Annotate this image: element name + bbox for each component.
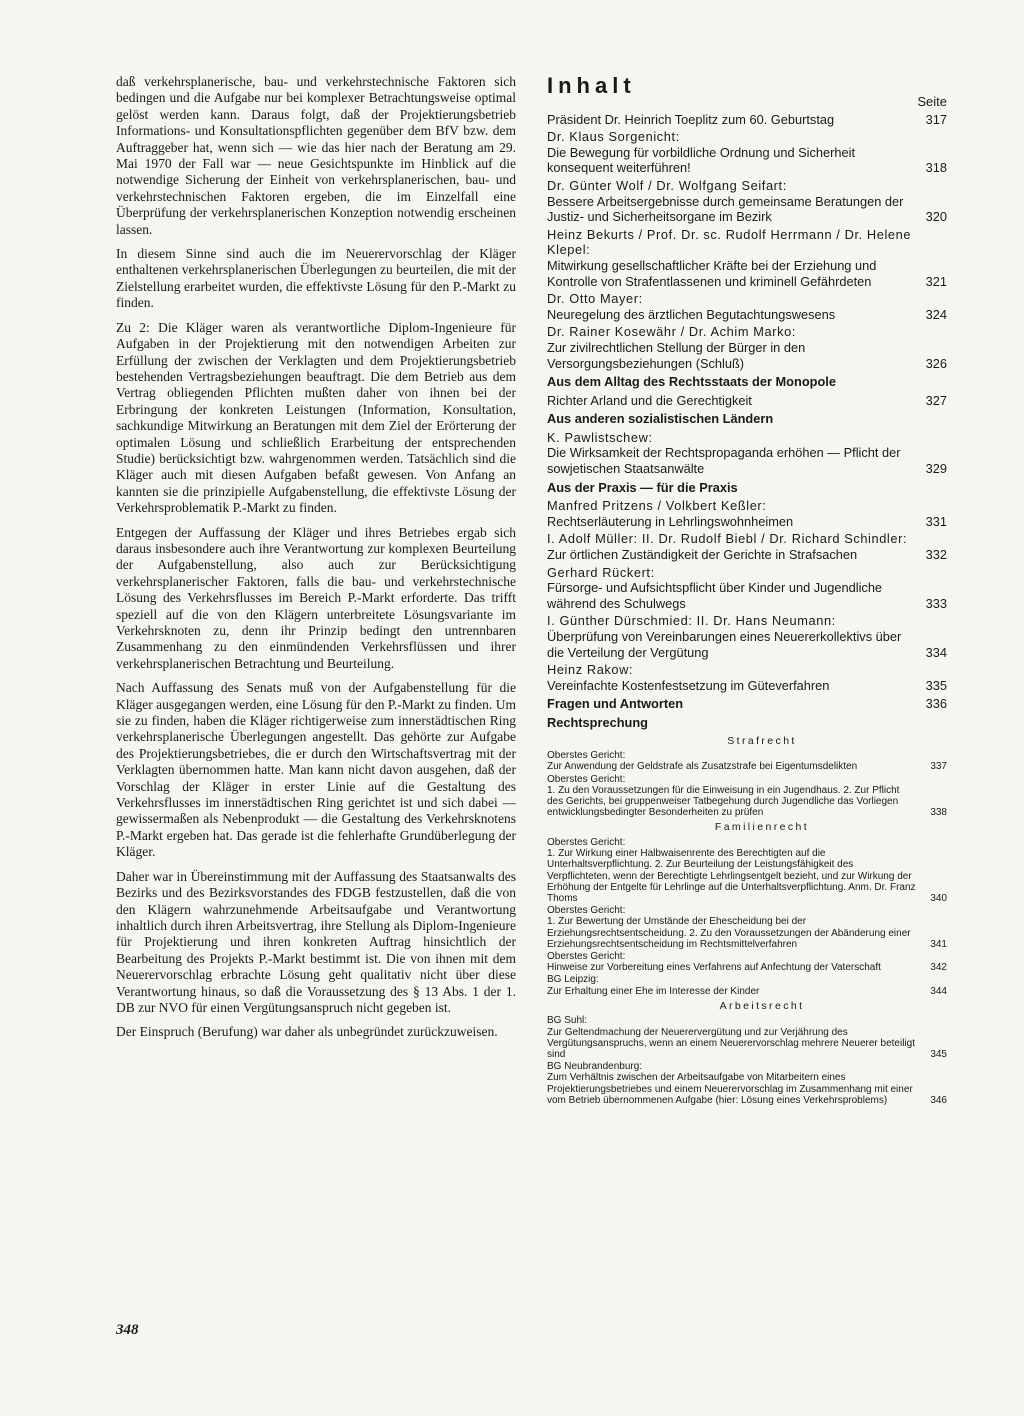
toc-entry[interactable] bbox=[547, 112, 947, 128]
toc-entry-page: 327 bbox=[925, 392, 947, 408]
toc-bottom-rule bbox=[546, 1303, 946, 1304]
seite-label: Seite bbox=[917, 94, 947, 109]
toc-entry-page: 317 bbox=[925, 111, 947, 127]
toc-entry-page: 333 bbox=[925, 595, 947, 611]
toc-entry-page: 335 bbox=[925, 677, 947, 693]
toc-case-text: 1. Zu den Voraussetzungen für die Einweisung in ein Jugendhaus. 2. Zur Pflicht des Gerichts, bei gruppenweiser Tatbegehung durch Jugendliche das Vorliegen entwicklungsbedingter Besonderheiten zu prüfen bbox=[547, 784, 900, 819]
toc-entry[interactable] bbox=[547, 662, 947, 693]
toc-case-court: Oberstes Gericht: bbox=[547, 836, 626, 848]
toc-section-heading: Fragen und Antworten bbox=[547, 696, 684, 712]
toc-entry[interactable] bbox=[547, 393, 947, 409]
toc-entry-page: 320 bbox=[925, 209, 947, 225]
toc-entry[interactable] bbox=[547, 531, 947, 562]
toc-case-text: 1. Zur Wirkung einer Halbwaisenrente des Berechtigten auf die Unterhaltsverpflichtung. 2. Zur Beurteilung der Leistungsfähigkeit des Verpflichteten, wenn der Berechtigte Lehrlingsentgelt bezieht, und zur Wirkung der Erhöhung der Entgelte für Lehrlinge auf die Unterhaltsverpflichtung. Anm. Dr. Franz Thoms bbox=[547, 848, 916, 904]
article-paragraph: Zu 2: Die Kläger waren als verantwortliche Diplom-Ingenieure für Aufgaben in der Projektierung mit den notwendigen Arbeiten zur Erfüllung der zwischen der Verklagten und dem Projektierungsbetrieb bestehenden Vertragsbeziehungen beauftragt. Die dem Betrieb aus dem Vertrag obliegenden Pflichten mußten daher von ihnen bei der Erbringung der konkreten Leistungen (Information, Konsultation, sachkundige Mitwirkung an Beratungen mit dem Ziel der Erörterung der optimalen Lösung und schließlich Erarbeitung der entsprechenden Studie) berücksichtigt bzw. wahrgenommen werden. Tatsächlich sind die Kläger auch mit diesen Aufgaben befaßt gewesen. Von Anfang an kannten sie die prinzipielle Aufgabenstellung, die effektivste Lösung der Verkehrsproblematik P.-Markt zu finden. bbox=[116, 319, 516, 516]
toc-entry-page: 324 bbox=[925, 306, 947, 322]
toc-case-entry[interactable] bbox=[547, 750, 947, 772]
toc-case-court: Oberstes Gericht: bbox=[547, 905, 626, 917]
toc-entry-title: Präsident Dr. Heinrich Toeplitz zum 60. Geburtstag bbox=[547, 111, 835, 127]
toc-entry[interactable] bbox=[547, 227, 947, 289]
toc-case-text: Zum Verhältnis zwischen der Arbeitsaufgabe von Mitarbeitern eines Projektierungsbetriebes und einem Neuerervorschlag im Zusammenhang mit einer vom Betrieb übernommenen Aufgabe (hier: Lösung eines Verkehrsproblems) bbox=[547, 1072, 913, 1106]
toc-entry-page: 346 bbox=[930, 1094, 947, 1106]
toc-entry-page: 329 bbox=[925, 461, 947, 477]
article-column bbox=[116, 74, 516, 1049]
toc-entry-author: Manfred Pritzens / Volkbert Keßler: bbox=[547, 498, 767, 514]
toc-section-heading: Aus dem Alltag des Rechtsstaats der Monopole bbox=[547, 374, 836, 390]
toc-entry-page: 345 bbox=[930, 1049, 947, 1061]
toc-entry[interactable] bbox=[547, 129, 947, 176]
toc-entry[interactable] bbox=[547, 565, 947, 612]
toc-entry[interactable] bbox=[547, 291, 947, 322]
toc-entry-page: 326 bbox=[925, 355, 947, 371]
toc-entry-author: Dr. Rainer Kosewähr / Dr. Achim Marko: bbox=[547, 324, 796, 340]
toc-entry-title: Mitwirkung gesellschaftlicher Kräfte bei der Erziehung und Kontrolle von Strafentlassenen und kriminell Gefährdeten bbox=[547, 257, 877, 289]
article-paragraph: daß verkehrsplanerische, bau- und verkehrstechnische Faktoren sich bedingen und die Aufgabe nur bei komplexer Betrachtungsweise optimal gelöst werden kann. Daraus folgt, daß der Projektierungsbetrieb Informations- und Konsultationspflichten gegenüber dem BfV bzw. dem Auftraggeber hat, wenn sich — wie das hier nach der Beratung am 29. Mai 1970 der Fall war — neue Gesichtspunkte im Hinblick auf die notwendige Sicherung der Einheit von verkehrsplanerischen, bau- und verkehrstechnischen Faktoren ergeben, die im Einzelfall eine Überprüfung der verkehrsplanerischen Konzeption notwendig erscheinen lassen. bbox=[116, 74, 516, 237]
toc-entry-title: Bessere Arbeitsergebnisse durch gemeinsame Beratungen der Justiz- und Sicherheitsorgane im Bezirk bbox=[547, 193, 904, 225]
toc-entry-author: I. Adolf Müller: II. Dr. Rudolf Biebl / Dr. Richard Schindler: bbox=[547, 531, 908, 547]
toc-section-fragen[interactable] bbox=[547, 696, 947, 712]
toc-entry-page: 321 bbox=[925, 273, 947, 289]
toc-entry-page: 332 bbox=[925, 547, 947, 563]
article-paragraph: Entgegen der Auffassung der Kläger und ihres Betriebes ergab sich daraus insbesondere auch ihre Verantwortung zur komplexen Beurteilung der Aufgabenstellung, also auch zur Berücksichtigung verkehrsplanerischer Faktoren, falls die bau- und verkehrstechnische Lösung des Verkehrsflusses im Bereich P.-Markt erforderte. Das trifft speziell auf die von den Klägern unterbreitete Lösungsvariante im Verkehrsknoten zu, denn ihr Prinzip bedingt den untrennbaren Zusammenhang zu den einmündenden Verkehrsflüssen und ihrer verkehrsplanerischen Betrachtung und Beurteilung. bbox=[116, 524, 516, 671]
toc-case-court: Oberstes Gericht: bbox=[547, 951, 626, 962]
toc-entry-page: 341 bbox=[930, 938, 947, 950]
toc-entry-page: 338 bbox=[930, 807, 947, 819]
toc-case-entry[interactable] bbox=[547, 837, 947, 904]
toc-case-entry[interactable] bbox=[547, 1061, 947, 1106]
toc-entry-title: Neuregelung des ärztlichen Begutachtungswesens bbox=[547, 306, 836, 322]
toc-case-entry[interactable] bbox=[547, 974, 947, 996]
toc-entry[interactable] bbox=[547, 178, 947, 225]
toc-entry-title: Die Bewegung für vorbildliche Ordnung und Sicherheit konsequent weiterführen! bbox=[547, 144, 856, 176]
toc-case-entry[interactable] bbox=[547, 951, 947, 973]
article-paragraph: Nach Auffassung des Senats muß von der Aufgabenstellung für die Kläger ausgegangen werden, eine Lösung für den P.-Markt zu finden. Um sie zu finden, haben die Kläger richtigerweise zum innerstädtischen Ring verkehrsplanerische Überlegungen angestellt. Das gehörte zur Aufgabe des Projektierungsbetriebes, die er durch den Wirtschaftsvertrag mit der Verklagten übernommen hatte. Man kann nicht davon ausgehen, daß der Vorschlag der Kläger in erster Linie auf die Gestaltung des Verkehrsflusses im innerstädtischen Ring gerichtet ist und sich dabei — gewissermaßen als Nebenprodukt — die Gestaltung des Verkehrsknotens P.-Markt ergeben hat. Das gerade ist die fehlerhafte Grundüberlegung der Kläger. bbox=[116, 680, 516, 860]
toc-entry-title: Fürsorge- und Aufsichtspflicht über Kinder und Jugendliche während des Schulwegs bbox=[547, 580, 883, 611]
toc-case-entry[interactable] bbox=[547, 1015, 947, 1060]
toc-section-heading: Aus anderen sozialistischen Ländern bbox=[547, 411, 774, 427]
toc-entry[interactable] bbox=[547, 613, 947, 660]
toc-subsection-familienrecht: Familienrecht bbox=[714, 821, 810, 834]
toc-entry-title: Richter Arland und die Gerechtigkeit bbox=[547, 392, 752, 408]
toc-entry[interactable] bbox=[547, 324, 947, 371]
toc-case-entry[interactable] bbox=[547, 905, 947, 950]
article-paragraph: Daher war in Übereinstimmung mit der Auffassung des Staatsanwalts des Bezirks und des Bezirksvorstandes des FDGB festzustellen, daß die von den Klägern wahrzunehmende Arbeitsaufgabe und Verantwortung inhaltlich durch ihren Arbeitsvertrag, ihre Stellung als Diplom-Ingenieure für Projektierung und ihren konkreten Auftrag hinsichtlich der Bearbeitung des Projekts P.-Markt bestimmt ist. Die von ihnen mit dem Neuerervorschlag erbrachte Lösung geht qualitativ nicht über diese Verantwortung hinaus, so daß die Voraussetzung des § 13 Abs. 1 der 1. DB zur NVO für einen Vergütungsanspruch nicht gegeben ist. bbox=[116, 868, 516, 1015]
toc-entry-title: Rechtserläuterung in Lehrlingswohnheimen bbox=[547, 513, 794, 529]
toc-entry-page: 344 bbox=[930, 985, 947, 997]
toc-case-text: Zur Anwendung der Geldstrafe als Zusatzstrafe bei Eigentumsdelikten bbox=[547, 761, 858, 773]
table-of-contents bbox=[547, 74, 947, 1107]
toc-case-court: BG Neubrandenburg: bbox=[547, 1061, 643, 1073]
toc-entry-page: 342 bbox=[930, 962, 947, 974]
toc-case-court: BG Suhl: bbox=[547, 1015, 588, 1027]
toc-entry[interactable] bbox=[547, 430, 947, 477]
toc-case-entry[interactable] bbox=[547, 774, 947, 819]
toc-entry-author: Heinz Bekurts / Prof. Dr. sc. Rudolf Herrmann / Dr. Helene Klepel: bbox=[547, 226, 912, 258]
toc-entry-author: K. Pawlistschew: bbox=[547, 429, 653, 445]
toc-entry-author: Dr. Klaus Sorgenicht: bbox=[547, 129, 680, 145]
article-paragraph: In diesem Sinne sind auch die im Neuerervorschlag der Kläger enthaltenen verkehrsplanerischen Überlegungen zu beurteilen, die mit der Zielstellung erarbeitet wurden, die effektivste Lösung für den P.-Markt zu finden. bbox=[116, 246, 516, 311]
toc-entry-title: Überprüfung von Vereinbarungen eines Neuererkollektivs über die Verteilung der Vergütung bbox=[547, 629, 902, 660]
toc-case-text: Hinweise zur Vorbereitung eines Verfahrens auf Anfechtung der Vaterschaft bbox=[547, 962, 881, 974]
toc-section-heading: Rechtsprechung bbox=[547, 714, 648, 730]
toc-case-court: Oberstes Gericht: bbox=[547, 773, 626, 785]
toc-entry-author: Dr. Otto Mayer: bbox=[547, 291, 643, 307]
toc-entry-title: Zur zivilrechtlichen Stellung der Bürger in den Versorgungsbeziehungen (Schluß) bbox=[547, 339, 806, 371]
toc-subsection-strafrecht: Strafrecht bbox=[727, 734, 797, 747]
toc-entry-page: 334 bbox=[925, 644, 947, 660]
toc-subsection-arbeitsrecht: Arbeitsrecht bbox=[719, 999, 805, 1012]
toc-entry-author: Gerhard Rückert: bbox=[547, 564, 655, 580]
toc-entry-author: Heinz Rakow: bbox=[547, 662, 634, 678]
toc-entry[interactable] bbox=[547, 498, 947, 529]
toc-entry-title: Zur örtlichen Zuständigkeit der Gerichte in Strafsachen bbox=[547, 547, 858, 563]
toc-title: Inhalt bbox=[547, 73, 636, 98]
toc-case-court: Oberstes Gericht: bbox=[547, 750, 626, 762]
toc-case-text: 1. Zur Bewertung der Umstände der Ehescheidung bei der Erziehungsrechtsentscheidung. 2. Zu den Voraussetzungen der Abänderung einer Erziehungsrechtsentscheidung im Rechtsmittelverfahren bbox=[547, 916, 911, 950]
toc-section-heading: Aus der Praxis — für die Praxis bbox=[547, 479, 738, 495]
toc-case-text: Zur Erhaltung einer Ehe im Interesse der Kinder bbox=[547, 985, 760, 997]
toc-entry-page: 318 bbox=[925, 160, 947, 176]
toc-entry-author: Dr. Günter Wolf / Dr. Wolfgang Seifart: bbox=[547, 177, 787, 193]
article-paragraph: Der Einspruch (Berufung) war daher als unbegründet zurückzuweisen. bbox=[116, 1024, 498, 1040]
toc-entry-page: 340 bbox=[930, 892, 947, 904]
toc-entry-page: 331 bbox=[925, 513, 947, 529]
toc-entry-author: I. Günther Dürschmied: II. Dr. Hans Neumann: bbox=[547, 613, 836, 629]
toc-entry-title: Vereinfachte Kostenfestsetzung im Güteverfahren bbox=[547, 677, 830, 693]
toc-entry-page: 336 bbox=[925, 696, 947, 712]
toc-entry-title: Die Wirksamkeit der Rechtspropaganda erhöhen — Pflicht der sowjetischen Staatsanwälte bbox=[547, 445, 901, 477]
toc-case-court: BG Leipzig: bbox=[547, 974, 599, 986]
toc-case-text: Zur Geltendmachung der Neuerervergütung und zur Verjährung des Vergütungsanspruchs, wenn an einem Neuerervorschlag mehrere Neuerer beteiligt sind bbox=[547, 1026, 915, 1061]
toc-entry-page: 337 bbox=[930, 761, 947, 773]
page-number: 348 bbox=[116, 1322, 139, 1338]
